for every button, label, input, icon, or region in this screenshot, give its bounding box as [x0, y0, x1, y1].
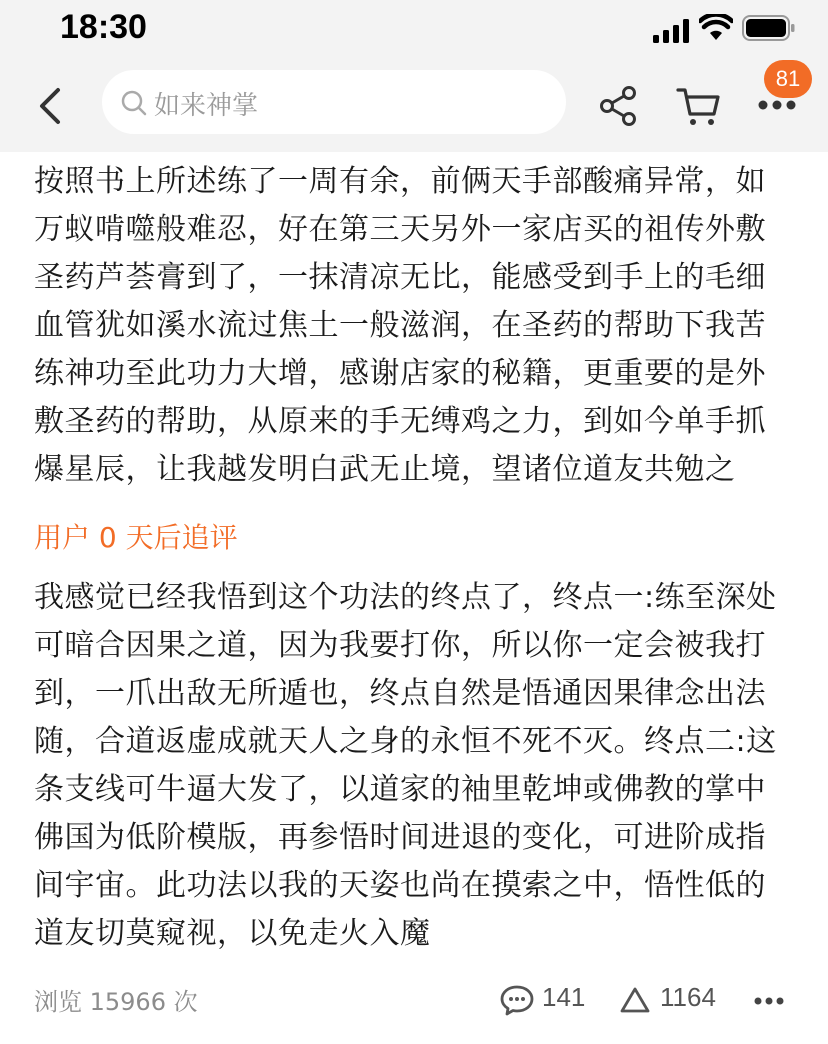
search-input[interactable] — [102, 70, 566, 134]
like-icon[interactable] — [620, 986, 650, 1014]
more-icon[interactable] — [758, 98, 796, 112]
cart-icon[interactable] — [676, 84, 722, 128]
more-options-icon[interactable] — [754, 996, 784, 1006]
comment-icon[interactable] — [500, 984, 534, 1016]
review-footer — [0, 976, 828, 1024]
view-count: 浏览 15966 次 — [34, 988, 198, 1016]
share-icon[interactable] — [598, 84, 638, 128]
followup-label: 用户 0 天后追评 — [34, 521, 238, 554]
search-icon — [120, 89, 148, 117]
back-icon[interactable] — [30, 84, 70, 128]
review-paragraph-1: 按照书上所述练了一周有余，前俩天手部酸痛异常，如万蚁啃噬般难忍，好在第三天另外一家店买的祖传外敷圣药芦荟膏到了，一抹清凉无比，能感受到手上的毛细血管犹如溪水流过焦土一般滋润，在圣药的帮助下我苦练神功至此功力大增，感谢店家的秘籍，更重要的是外敷圣药的帮助，从原来的手无缚鸡之力，到如今单手抓爆星辰，让我越发明白武无止境，望诸位道友共勉之 — [34, 164, 766, 487]
status-bar — [0, 0, 828, 58]
search-placeholder: 如来神掌 — [154, 91, 259, 121]
cellular-signal-icon — [653, 19, 691, 43]
comment-count[interactable]: 141 — [542, 982, 586, 1012]
battery-icon — [742, 14, 796, 42]
review-paragraph-2: 我感觉已经我悟到这个功法的终点了，终点一:练至深处可暗合因果之道，因为我要打你，所以你一定会被我打到，一爪出敌无所遁也，终点自然是悟通因果律念出法随，合道返虚成就天人之身的永恒不死不灭。终点二:这条支线可牛逼大发了，以道家的袖里乾坤或佛教的掌中佛国为低阶模版，再参悟时间进退的变化，可进阶成指间宇宙。此功法以我的天姿也尚在摸索之中，悟性低的道友切莫窥视，以免走火入魔 — [34, 580, 777, 951]
notification-badge: 81 — [764, 60, 812, 98]
status-time: 18:30 — [60, 8, 147, 46]
wifi-icon — [699, 14, 733, 42]
top-bar — [0, 0, 828, 152]
like-count[interactable]: 1164 — [660, 982, 716, 1012]
